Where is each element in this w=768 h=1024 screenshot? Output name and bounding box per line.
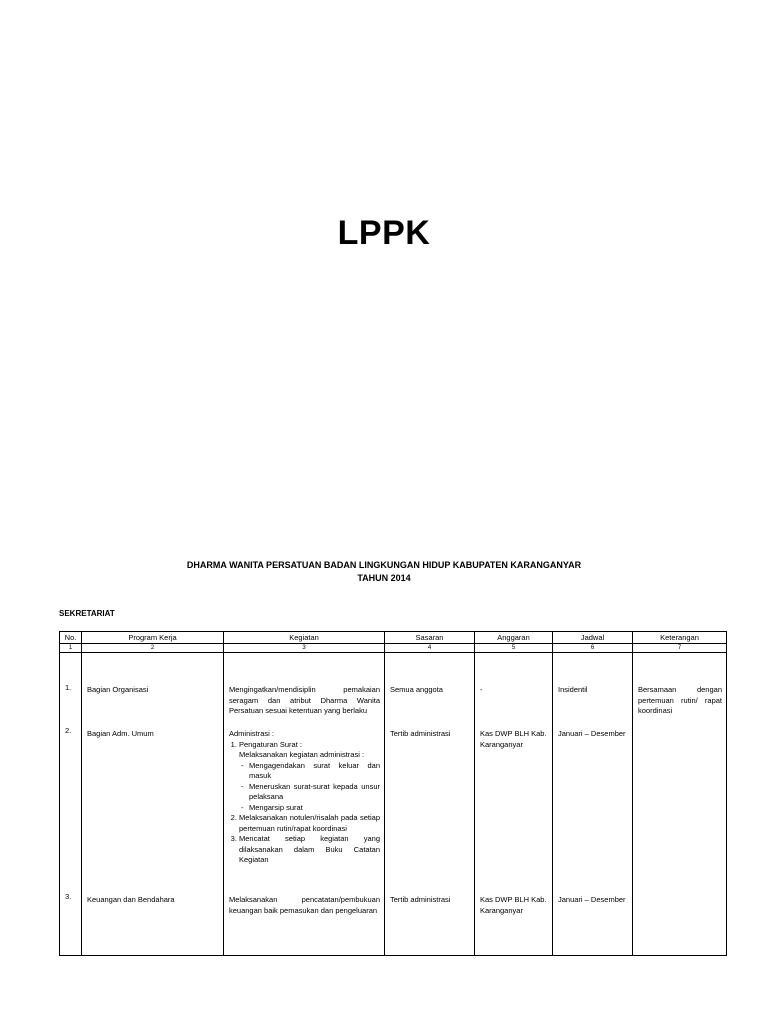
column-number: 3 — [224, 644, 385, 653]
anggaran-text: - — [480, 685, 483, 694]
document-year: TAHUN 2014 — [357, 573, 411, 583]
column-number-row — [60, 644, 727, 653]
sasaran-column — [385, 653, 475, 956]
program-name: Keuangan dan Bendahara — [87, 895, 175, 904]
column-number: 7 — [633, 644, 727, 653]
column-number: 6 — [553, 644, 633, 653]
jadwal-column — [553, 653, 633, 956]
sub-activity-list — [239, 761, 380, 814]
row-number: 3. — [65, 892, 72, 901]
table-body-row — [60, 653, 727, 956]
document-heading: DHARMA WANITA PERSATUAN BADAN LINGKUNGAN HIDUP KABUPATEN KARANGANYAR — [186, 560, 582, 570]
kegiatan-intro: Administrasi : — [229, 729, 275, 738]
list-item: 2. Melaksanakan notulen/risalah pada setiap pertemuan rutin/rapat koordinasi — [239, 813, 380, 834]
keterangan-column — [633, 653, 727, 956]
row-number: 1. — [65, 683, 72, 692]
no-column — [60, 653, 82, 956]
sasaran-text: Tertib administrasi — [390, 895, 451, 904]
kegiatan-text: Melaksanakan pencatatan/pembukuan keuangan baik pemasukan dan pengeluaran — [229, 895, 380, 915]
activity-title: 1. Pengaturan Surat : — [239, 739, 302, 749]
list-item: - Mengarsip surat — [249, 803, 380, 814]
column-number: 5 — [475, 644, 553, 653]
anggaran-text: Kas DWP BLH Kab. Karanganyar — [480, 895, 547, 915]
list-item: - Mengagendakan surat keluar dan masuk — [249, 761, 380, 782]
activity-list — [229, 740, 380, 866]
activity-subtitle: Melaksanakan kegiatan administrasi : — [239, 750, 365, 759]
column-number: 2 — [82, 644, 224, 653]
kegiatan-column — [224, 653, 385, 956]
program-name: Bagian Adm. Umum — [87, 729, 154, 738]
column-number: 4 — [385, 644, 475, 653]
keterangan-text: Bersamaan dengan pertemuan rutin/ rapat koordinasi — [638, 685, 722, 715]
jadwal-text: Januari – Desember — [558, 895, 626, 904]
sasaran-text: Tertib administrasi — [390, 729, 451, 738]
program-name: Bagian Organisasi — [87, 685, 149, 694]
anggaran-text: Kas DWP BLH Kab. Karanganyar — [480, 729, 547, 749]
program-column — [82, 653, 224, 956]
kegiatan-list — [229, 729, 380, 866]
column-header: Jadwal — [553, 632, 633, 644]
row-number: 2. — [65, 726, 72, 735]
anggaran-column — [475, 653, 553, 956]
column-header: No. — [60, 632, 82, 644]
jadwal-text: Insidentil — [558, 685, 588, 694]
column-header: Keterangan — [633, 632, 727, 644]
column-header: Sasaran — [385, 632, 475, 644]
list-item: - Meneruskan surat-surat kepada unsur pelaksana — [249, 782, 380, 803]
header-row — [60, 632, 727, 644]
list-item: 3. Mencatat setiap kegiatan yang dilaksanakan dalam Buku Catatan Kegiatan — [239, 834, 380, 866]
program-table — [59, 631, 727, 956]
jadwal-text: Januari – Desember — [558, 729, 626, 738]
cover-title: LPPK — [337, 214, 431, 252]
kegiatan-text: Mengingatkan/mendisiplin pemakaian seragam dan atribut Dharma Wanita Persatuan sesuai ketentuan yang berlaku — [229, 685, 380, 715]
column-header: Anggaran — [475, 632, 553, 644]
list-item — [239, 740, 380, 814]
column-number: 1 — [60, 644, 82, 653]
sasaran-text: Semua anggota — [390, 685, 443, 694]
column-header: Program Kerja — [82, 632, 224, 644]
column-header: Kegiatan — [224, 632, 385, 644]
section-label: SEKRETARIAT — [59, 609, 115, 618]
